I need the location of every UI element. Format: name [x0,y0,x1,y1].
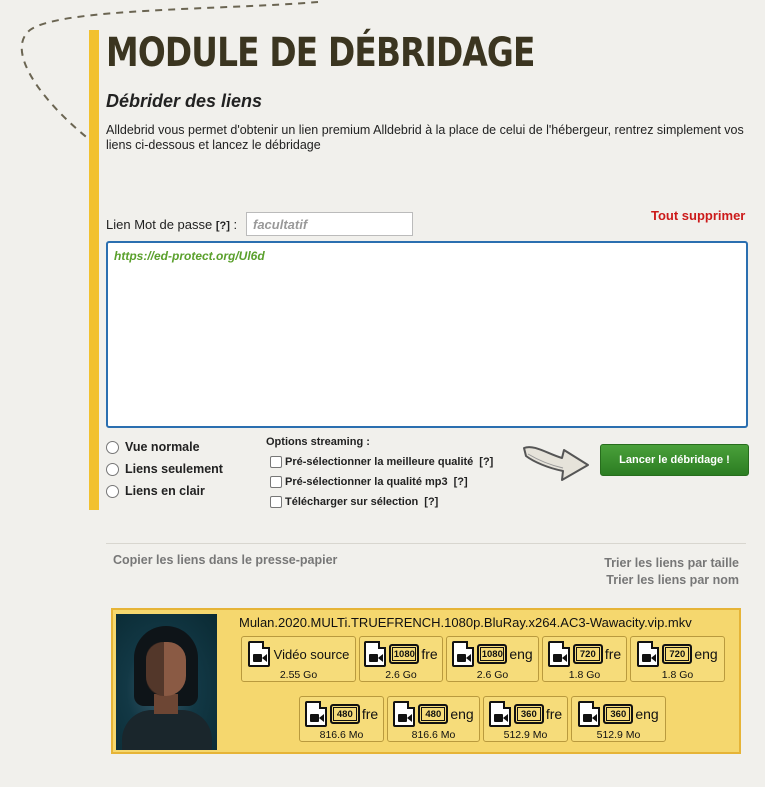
video-file-icon [305,701,327,727]
radio-liens-seulement[interactable] [106,458,223,480]
help-link[interactable]: [?] [424,496,439,508]
format-720-fre-button[interactable] [542,636,627,682]
radio-button[interactable] [106,441,119,454]
option-mp3-quality[interactable] [270,472,493,492]
format-lang: eng [694,646,718,662]
resolution-badge: 720 [662,644,692,664]
password-label [106,217,237,232]
checkbox-label: Pré-sélectionner la meilleure qualité [285,456,474,468]
sort-by-name-link[interactable]: Trier les liens par nom [606,573,739,587]
format-label: Vidéo source [273,646,350,662]
format-lang: eng [509,646,533,662]
format-size: 816.6 Mo [319,729,364,741]
format-1080-eng-button[interactable] [446,636,539,682]
format-source-button[interactable] [241,636,356,682]
resolution-badge: 480 [330,704,360,724]
links-textarea[interactable] [106,241,748,428]
video-file-icon [578,701,600,727]
password-label-text: Lien Mot de passe [106,217,213,232]
streaming-options-title: Options streaming : [266,436,370,448]
checkbox-label: Pré-sélectionner la qualité mp3 [285,476,448,488]
format-size: 512.9 Mo [596,729,641,741]
copy-links-link[interactable]: Copier les liens dans le presse-papier [113,553,338,567]
resolution-badge: 360 [603,704,633,724]
sort-by-size-link[interactable]: Trier les liens par taille [604,556,739,570]
format-1080-fre-button[interactable] [359,636,443,682]
radio-liens-en-clair[interactable] [106,480,223,502]
format-size: 2.6 Go [476,669,509,681]
link-password-input[interactable] [246,212,413,236]
video-thumbnail [116,614,217,750]
radio-label: Vue normale [125,440,200,454]
format-lang: fre [604,646,622,662]
divider [106,543,746,544]
format-480-eng-button[interactable] [387,696,480,742]
radio-label: Liens seulement [125,462,223,476]
resolution-badge: 1080 [477,644,507,664]
launch-debrid-button[interactable]: Lancer le débridage ! [600,444,749,476]
format-size: 1.8 Go [568,669,601,681]
section-subtitle: Débrider des liens [106,91,263,111]
radio-vue-normale[interactable] [106,436,223,458]
resolution-badge: 480 [418,704,448,724]
format-lang: eng [450,706,474,722]
video-file-icon [393,701,415,727]
resolution-badge: 1080 [389,644,419,664]
option-download-selection[interactable] [270,492,493,512]
format-720-eng-button[interactable] [630,636,725,682]
video-file-icon [637,641,659,667]
format-size: 816.6 Mo [411,729,456,741]
section-accent-bar [89,30,99,510]
radio-button[interactable] [106,463,119,476]
video-file-icon [489,701,511,727]
resolution-badge: 360 [514,704,544,724]
checkbox-label: Télécharger sur sélection [285,496,419,508]
format-360-eng-button[interactable] [571,696,666,742]
radio-button[interactable] [106,485,119,498]
password-help-link[interactable]: [?] [215,220,230,232]
result-filename: Mulan.2020.MULTi.TRUEFRENCH.1080p.BluRay.x264.AC3-Wawacity.vip.mkv [239,615,692,630]
view-mode-group [106,436,223,502]
format-size: 2.55 Go [279,669,318,681]
help-link[interactable]: [?] [453,476,468,488]
video-file-icon [364,641,386,667]
format-lang: fre [421,646,438,662]
checkbox[interactable] [270,476,282,488]
intro-text: Alldebrid vous permet d'obtenir un lien premium Alldebrid à la place de celui de l'hébergeur, rentrez simplement vos liens ci-dessous et lancez le débridage [106,123,744,152]
format-lang: eng [635,706,659,722]
format-360-fre-button[interactable] [483,696,568,742]
checkbox[interactable] [270,496,282,508]
arrow-pointer-icon [520,438,592,484]
format-size: 2.6 Go [385,669,417,681]
help-link[interactable]: [?] [479,456,494,468]
checkbox[interactable] [270,456,282,468]
option-best-quality[interactable] [270,452,493,472]
page-title: MODULE DE DÉBRIDAGE [106,30,535,76]
video-file-icon [452,641,474,667]
video-file-icon [248,641,270,667]
streaming-options [266,436,493,512]
format-lang: fre [361,706,379,722]
result-card [111,608,741,754]
clear-all-link[interactable]: Tout supprimer [651,208,746,223]
password-label-colon: : [233,217,238,232]
radio-label: Liens en clair [125,484,205,498]
format-480-fre-button[interactable] [299,696,384,742]
format-size: 512.9 Mo [503,729,548,741]
format-lang: fre [545,706,563,722]
resolution-badge: 720 [573,644,603,664]
video-file-icon [548,641,570,667]
format-size: 1.8 Go [661,669,694,681]
